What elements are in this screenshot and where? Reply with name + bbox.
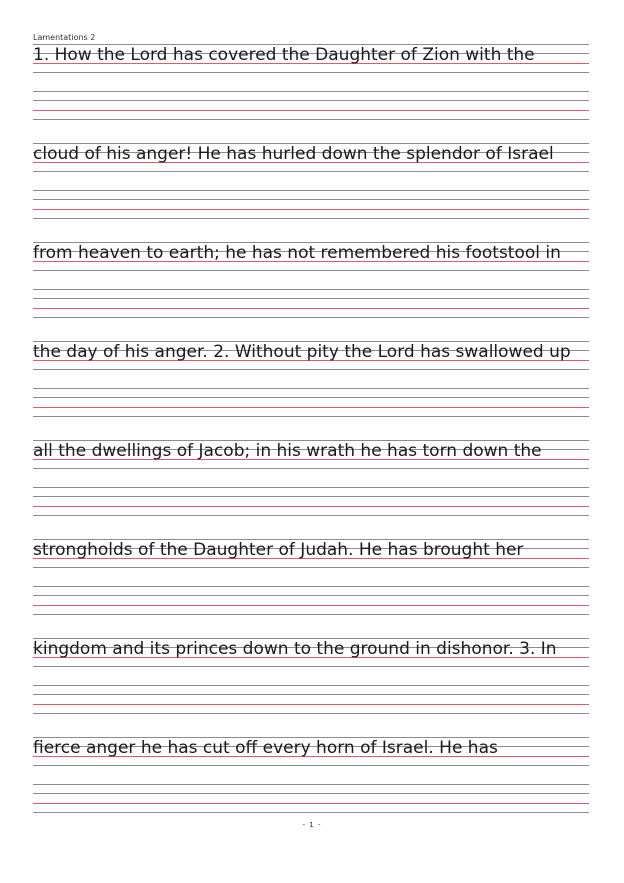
verse-line-3: from heaven to earth; he has not remembered his footstool in [33,243,561,263]
writing-block-1 [33,44,589,144]
verse-line-7: kingdom and its princes down to the ground in dishonor. 3. In [33,639,557,659]
page-number: - 1 - [302,821,322,829]
page-header: Lamentations 2 [33,33,96,42]
writing-block-3 [33,242,589,342]
verse-line-4: the day of his anger. 2. Without pity the Lord has swallowed up [33,342,571,362]
writing-block-2 [33,143,589,243]
verse-line-5: all the dwellings of Jacob; in his wrath he has torn down the [33,441,542,461]
writing-block-7 [33,638,589,738]
verse-line-2: cloud of his anger! He has hurled down the splendor of Israel [33,144,554,164]
writing-block-5 [33,440,589,540]
verse-line-6: strongholds of the Daughter of Judah. He has brought her [33,540,524,560]
verse-line-8: fierce anger he has cut off every horn of Israel. He has [33,738,498,758]
verse-line-1: 1. How the Lord has covered the Daughter of Zion with the [33,45,535,65]
writing-block-4 [33,341,589,441]
writing-block-6 [33,539,589,639]
